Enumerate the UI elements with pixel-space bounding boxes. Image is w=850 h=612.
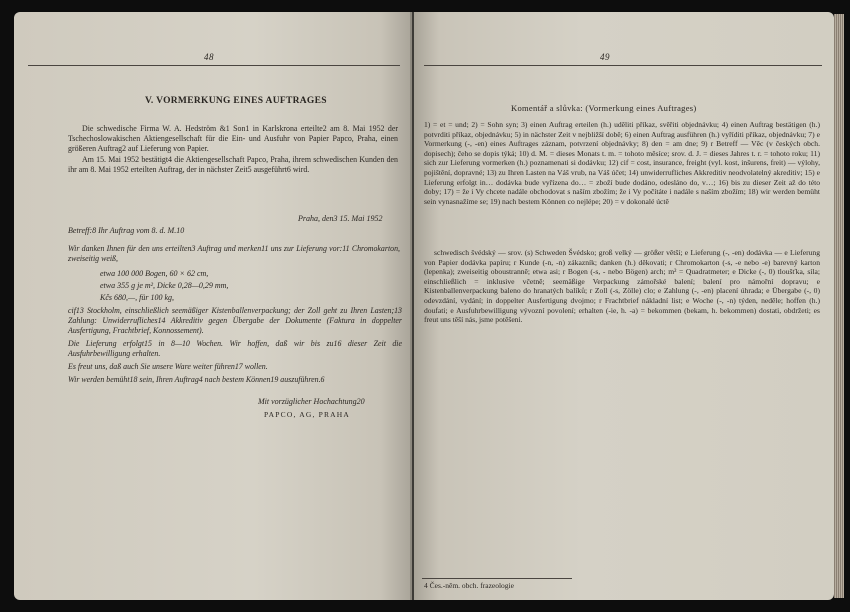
page-footer: 4 Čes.-něm. obch. frazeologie: [424, 581, 514, 590]
spec-line-1: etwa 100 000 Bogen, 60 × 62 cm,: [100, 269, 209, 278]
letter-paragraph-5: Wir werden bemüht18 sein, Ihren Auftrag4 nach bestem Können19 auszuführen.6: [68, 375, 325, 384]
letter-paragraph-3: Die Lieferung erfolgt15 in 8—10 Wochen. Wir hoffen, daß wir bis zu16 dieser Zeit die Ausfuhrbewilligung erhalten.: [68, 339, 402, 359]
right-header-rule: [424, 65, 822, 66]
intro-paragraph-2: Am 15. Mai 1952 bestätigt4 die Aktiengesellschaft Papco, Praha, ihrem schwedischen Kunden den ihr am 8. Mai 1952 erteilten Auftrag, der in nächster Zeit5 ausgeführt6 wird.: [68, 155, 398, 175]
right-page-number: 49: [600, 52, 610, 62]
left-page: [14, 12, 412, 600]
footer-rule: [422, 578, 572, 579]
intro-paragraph-1: Die schwedische Firma W. A. Hedström &1 Son1 in Karlskrona erteilte2 am 8. Mai 1952 der Tschechoslowakischen Aktiengesellschaft für die Ein- und Ausfuhr von Papier Papco, Praha, einen größeren Auftrag2 auf Lieferung von Papier.: [68, 124, 398, 154]
letter-closing: Mit vorzüglicher Hochachtung20: [258, 397, 365, 406]
vocabulary-list: schwedisch švédský — srov. (s) Schweden Švédsko; groß velký — größer větší; e Lieferung (-, -en) dodávka — e Lieferung von Papier dodávka papíru; r Kunde (-n, -n) zákazník; danken (h.) děkovati; r Chromokarton (-s, -e nebo -e) barevný karton (lepenka); zweiseitig oboustranně; etwa asi; r Bogen (-s, - nebo Bögen) arch; m² = Quadratmeter; e Dicke (-, 0) tloušťka, síla; einschließlich = inklusive včetně; seemäßige Verpackung zámořské balení; balení pro námořní dopravu; e Kistenballenverpackung baleno do hranatých balíků; r Zoll (-s, Zölle) clo; e Zahlung (-, -en) placení úhrada; e Übergabe (-, 0) odevzdání, vydání; in doppelter Ausfertigung dvojmo; r Frachtbrief nákladní list; e Woche (-, -n) týden, neděle; hoffen (h.) doufati; e Ausfuhrbewilligung vývozní povolení; erhalten (-ie, h. -a) = bekommen (bekam, h. bekommen) dostati, obdržeti; es freut uns těší nás, jsme potěšeni.: [424, 248, 820, 325]
right-page: [414, 12, 834, 600]
letter-date-line: Praha, den3 15. Mai 1952: [298, 214, 383, 223]
letter-paragraph-4: Es freut uns, daß auch Sie unsere Ware weiter führen17 wollen.: [68, 362, 268, 371]
spec-line-2: etwa 355 g je m², Dicke 0,28—0,29 mm,: [100, 281, 229, 290]
letter-subject-line: Betreff:8 Ihr Auftrag vom 8. d. M.10: [68, 226, 185, 235]
right-heading: Komentář a slůvka: (Vormerkung eines Auftrages): [511, 103, 697, 113]
book-page-edges: [834, 14, 844, 598]
letter-paragraph-2: cif13 Stockholm, einschließlich seemäßiger Kistenballenverpackung; der Zoll geht zu Ihren Lasten;13 Zahlung: Unwiderrufliches14 Akkreditiv gegen Übergabe der Dokumente (Faktura in doppelter Ausfertigung, Frachtbrief, Konnossement).: [68, 306, 402, 336]
left-header-rule: [28, 65, 400, 66]
spec-line-3: Kčs 680,—, für 100 kg,: [100, 293, 174, 302]
left-page-number: 48: [204, 52, 214, 62]
letter-paragraph-1: Wir danken Ihnen für den uns erteilten3 Auftrag und merken11 uns zur Lieferung vor:11 Chromokarton, zweiseitig weiß,: [68, 244, 400, 264]
letter-signature: PAPCO, AG, PRAHA: [264, 410, 351, 419]
left-heading: V. VORMERKUNG EINES AUFTRAGES: [145, 96, 327, 106]
commentary-notes: 1) = et = und; 2) = Sohn syn; 3) einen Auftrag erteilen (h.) uděliti příkaz, svěřiti objednávku; 4) einen Auftrag bestätigen (h.) potvrditi příkaz, objednávku; 5) in nächster Zeit v nejbližší době; 6) einen Auftrag ausführen (h.) vyříditi příkaz, objednávku; 7) e Vormerkung (-, -en) eines Auftrages záznam, potvrzení objednávky; 8) den = am dne; 9) r Betreff — Věc (v českých obch. dopisech); čeho se dopis týká; 10) d. M. = dieses Monats t. m. = tohoto měsíce; srov. d. J. = dieses Jahres t. r. = tohoto roku; 11) sich zur Lieferung vormerken (h.) poznamenati si dodávku; 12) cif = cost, insurance, freight (vyl. kost, inšurens, freit) — výlohy, pojištění, dopravné; 13) zu Ihren Lasten na Váš vrub, na Váš účet; 14) unwiderrufliches Akkreditiv neodvolatelný akreditiv; 15) e Lieferung erfolgt in… dodávka bude vyřízena do… = zboží bude dodáno, odesláno do, v…; 16) bis zu dieser Zeit až do této doby; 17) = že i Vy chcete nadále obchodovat s naším zbožím; že i Vy počítáte i nadále s naším zbožím; 18) wir werden bemüht sein vynasnažíme se; 19) nach bestem Können co nejlépe; 20) = v dokonalé úctě: [424, 120, 820, 206]
